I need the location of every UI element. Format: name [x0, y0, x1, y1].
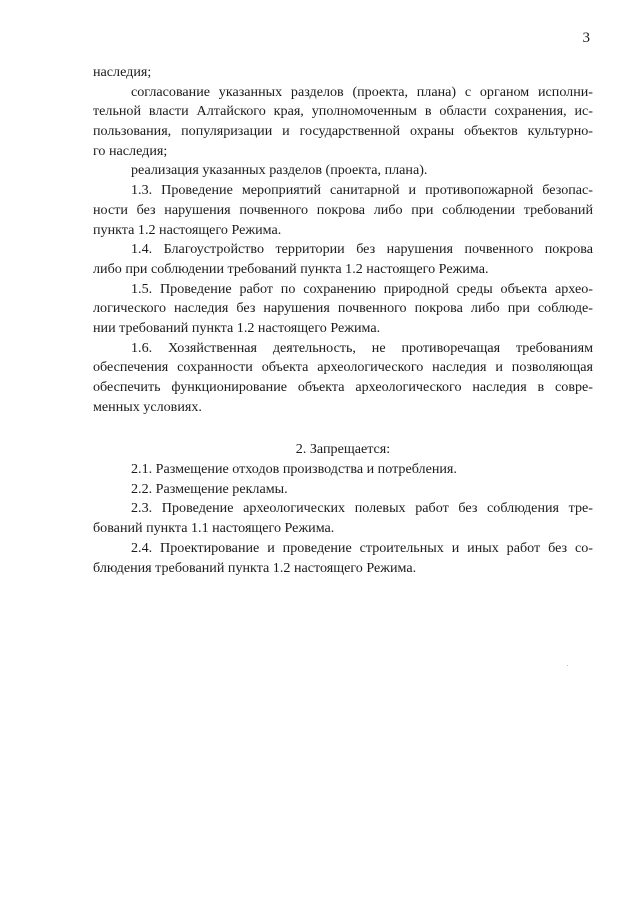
text-line: 2.3. Проведение археологических полевых работ без соблюдения тре-: [131, 500, 593, 517]
text-line: бований пункта 1.1 настоящего Режима.: [93, 520, 335, 537]
text-line: нии требований пункта 1.2 настоящего Режима.: [93, 319, 381, 336]
text-line: согласование указанных разделов (проекта, плана) с органом исполни-: [131, 83, 593, 100]
section-gap: [93, 417, 593, 440]
text-line: логического наследия без нарушения почвенного покрова либо при соблюде-: [93, 300, 593, 317]
document-body: [93, 63, 593, 578]
text-line: 2.2. Размещение рекламы.: [131, 480, 288, 497]
text-line: тельной власти Алтайского края, уполномоченным в области сохранения, ис-: [93, 103, 593, 120]
text-line: наследия;: [93, 64, 152, 80]
section-heading: 2. Запрещается:: [295, 441, 391, 458]
text-line: 1.4. Благоустройство территории без нарушения почвенного покрова: [131, 241, 593, 258]
text-line: ности без нарушения почвенного покрова либо при соблюдении требований: [93, 201, 593, 218]
page-number: 3: [582, 30, 590, 46]
text-line: 1.5. Проведение работ по сохранению природной среды объекта архео-: [131, 280, 593, 297]
text-line: менных условиях.: [93, 398, 202, 415]
text-line: обеспечить функционирование объекта археологического наследия в совре-: [93, 379, 593, 395]
text-line: обеспечения сохранности объекта археологического наследия и позволяющая: [93, 359, 593, 376]
text-line: 2.1. Размещение отходов производства и потребления.: [131, 461, 457, 478]
text-line: 2.4. Проектирование и проведение строительных и иных работ без со-: [131, 539, 593, 556]
text-line: либо при соблюдении требований пункта 1.2 настоящего Режима.: [93, 260, 489, 277]
text-line: 1.3. Проведение мероприятий санитарной и противопожарной безопас-: [131, 182, 593, 199]
scan-speck: [567, 665, 568, 666]
text-line: блюдения требований пункта 1.2 настоящего Режима.: [93, 559, 417, 576]
text-line: 1.6. Хозяйственная деятельность, не противоречащая требованиям: [131, 339, 593, 356]
text-line: го наследия;: [93, 142, 168, 159]
text-line: пункта 1.2 настоящего Режима.: [93, 221, 282, 238]
text-line: реализация указанных разделов (проекта, плана).: [131, 162, 428, 179]
text-line: пользования, популяризации и государственной охраны объектов культурно-: [93, 123, 593, 140]
